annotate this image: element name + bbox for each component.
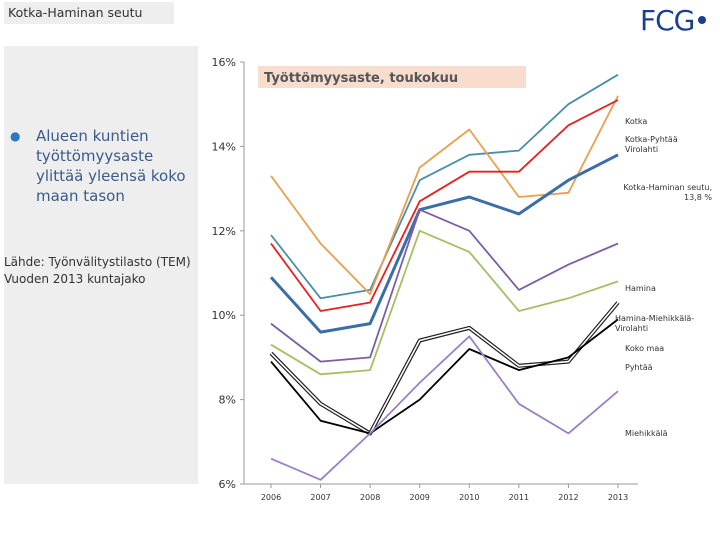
- x-tick-label: 2013: [607, 493, 629, 502]
- source-line-1: Lähde: Työnvälitystilasto (TEM): [4, 255, 191, 269]
- x-tick-label: 2007: [310, 493, 331, 502]
- series-label: Kotka-Pyhtää: [625, 135, 678, 144]
- series-label: Kotka: [625, 117, 648, 126]
- y-tick-label: 8%: [218, 393, 236, 407]
- series-line: [271, 155, 618, 332]
- bullet-text: Alueen kuntien työttömyysaste ylittää yleensä koko maan tason: [36, 127, 186, 205]
- series-label: Hamina: [625, 284, 656, 293]
- y-tick-label: 6%: [218, 478, 236, 491]
- y-tick-label: 14%: [211, 140, 236, 154]
- series-line: [271, 319, 618, 433]
- series-line-inner: [271, 303, 618, 434]
- y-tick-label: 12%: [211, 224, 236, 238]
- x-tick-label: 2009: [409, 493, 430, 502]
- series-label: Miehikkälä: [625, 429, 668, 438]
- x-tick-label: 2006: [260, 493, 282, 502]
- logo-text: FCG: [640, 4, 695, 37]
- y-tick-label: 16%: [211, 56, 236, 69]
- chart-title: Työttömyysaste, toukokuu: [264, 71, 459, 86]
- series-line-outer: [271, 303, 618, 434]
- source-note: [4, 254, 200, 288]
- source-line-2: Vuoden 2013 kuntajako: [4, 272, 146, 286]
- x-tick-label: 2010: [459, 493, 480, 502]
- series-line: [271, 100, 618, 311]
- series-label: Pyhtää: [625, 363, 653, 372]
- series-label: Kotka-Haminan seutu,: [623, 183, 712, 192]
- series-line: [271, 96, 618, 294]
- logo-dot-icon: [698, 16, 706, 24]
- region-tag: Kotka-Haminan seutu: [4, 2, 174, 24]
- fcg-logo: [640, 4, 706, 38]
- x-tick-label: 2011: [508, 493, 530, 502]
- series-label: Hamina-Miehikkälä-: [615, 314, 695, 323]
- series-line: [271, 210, 618, 362]
- bullet-point: [10, 126, 194, 206]
- x-tick-label: 2012: [558, 493, 579, 502]
- sidebar-panel: [4, 46, 198, 484]
- series-label: Virolahti: [615, 324, 649, 333]
- y-tick-label: 10%: [211, 309, 236, 323]
- series-label: Virolahti: [625, 145, 659, 154]
- unemployment-line-chart: [198, 46, 718, 506]
- bullet-icon: ●: [10, 129, 21, 143]
- x-tick-label: 2008: [359, 493, 381, 502]
- series-line: [271, 231, 618, 374]
- series-label: 13,8 %: [684, 193, 712, 202]
- series-label: Koko maa: [625, 344, 665, 353]
